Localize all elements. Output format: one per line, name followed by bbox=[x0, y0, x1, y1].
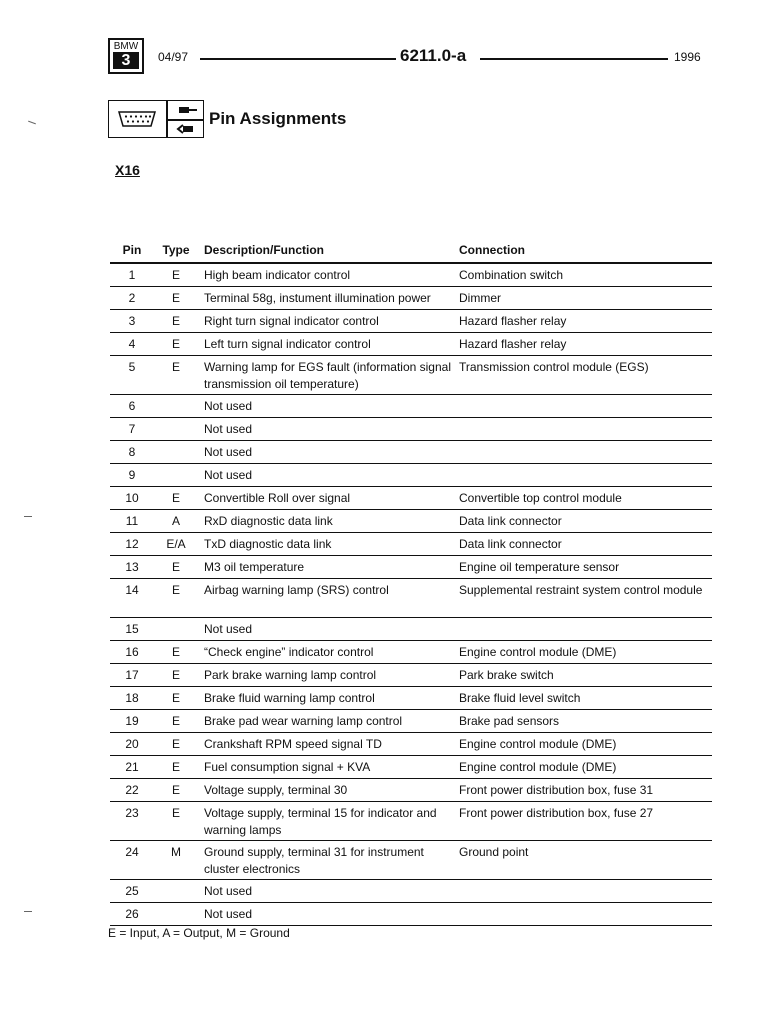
description-cell: Not used bbox=[204, 884, 253, 898]
connection-cell: Hazard flasher relay bbox=[459, 337, 567, 351]
table-row bbox=[110, 710, 712, 733]
header-year: 1996 bbox=[674, 50, 701, 64]
table-row bbox=[110, 333, 712, 356]
table-row bbox=[110, 618, 712, 641]
document-number: 6211.0-a bbox=[400, 46, 467, 65]
table-row bbox=[110, 264, 712, 287]
type-cell: E bbox=[171, 560, 180, 574]
description-cell: Convertible Roll over signal bbox=[204, 491, 351, 505]
pin-cell: 15 bbox=[125, 622, 139, 636]
description-cell: TxD diagnostic data link bbox=[204, 537, 332, 551]
type-cell: E bbox=[171, 583, 180, 597]
pin-cell: 11 bbox=[125, 514, 139, 528]
col-type-header: Type bbox=[162, 243, 190, 257]
pin-cell: 17 bbox=[125, 668, 139, 682]
connector-pinout-icon bbox=[108, 100, 204, 138]
pin-cell: 18 bbox=[125, 691, 139, 705]
description-cell: Left turn signal indicator control bbox=[204, 337, 371, 351]
pin-cell: 1 bbox=[128, 268, 136, 282]
connection-cell: Park brake switch bbox=[459, 668, 554, 682]
table-row bbox=[110, 903, 712, 926]
type-cell: E bbox=[171, 737, 180, 751]
section-heading bbox=[108, 100, 508, 140]
table-row bbox=[110, 579, 712, 618]
description-cell: Not used bbox=[204, 468, 253, 482]
description-cell: High beam indicator control bbox=[204, 268, 351, 282]
pin-cell: 9 bbox=[128, 468, 136, 482]
description-cell: Right turn signal indicator control bbox=[204, 314, 379, 328]
description-cell: Not used bbox=[204, 622, 253, 636]
type-cell: E/A bbox=[166, 537, 186, 551]
description-cell: Airbag warning lamp (SRS) control bbox=[204, 583, 389, 597]
type-cell: E bbox=[171, 806, 180, 820]
description-cell: Not used bbox=[204, 907, 253, 921]
table-row bbox=[110, 641, 712, 664]
pin-cell: 13 bbox=[125, 560, 139, 574]
pin-male-icon bbox=[169, 102, 203, 118]
margin-mark bbox=[28, 121, 36, 125]
connection-cell: Ground point bbox=[459, 845, 529, 859]
table-row bbox=[110, 664, 712, 687]
description-cell: Crankshaft RPM speed signal TD bbox=[204, 737, 382, 751]
pin-cell: 5 bbox=[128, 360, 136, 374]
page-header bbox=[108, 38, 708, 76]
connection-cell: Dimmer bbox=[459, 291, 501, 305]
connection-cell: Convertible top control module bbox=[459, 491, 622, 505]
description-cell: Brake fluid warning lamp control bbox=[204, 691, 375, 705]
pin-cell: 16 bbox=[125, 645, 139, 659]
type-cell: E bbox=[171, 668, 180, 682]
table-row bbox=[110, 464, 712, 487]
pin-cell: 20 bbox=[125, 737, 139, 751]
description-cell: Brake pad wear warning lamp control bbox=[204, 714, 403, 728]
type-cell: E bbox=[171, 783, 180, 797]
pin-cell: 10 bbox=[125, 491, 139, 505]
connection-cell: Front power distribution box, fuse 31 bbox=[459, 783, 654, 797]
description-cell: Park brake warning lamp control bbox=[204, 668, 377, 682]
connection-cell: Hazard flasher relay bbox=[459, 314, 567, 328]
pin-cell: 19 bbox=[125, 714, 139, 728]
pin-cell: 12 bbox=[125, 537, 139, 551]
table-row bbox=[110, 418, 712, 441]
table-row bbox=[110, 880, 712, 903]
type-cell: E bbox=[171, 268, 180, 282]
connection-cell: Brake pad sensors bbox=[459, 714, 560, 728]
pin-cell: 22 bbox=[125, 783, 139, 797]
connection-cell: Engine control module (DME) bbox=[459, 760, 617, 774]
col-pin-header: Pin bbox=[122, 243, 142, 257]
header-rule-left bbox=[200, 58, 396, 60]
connection-cell: Data link connector bbox=[459, 537, 562, 551]
margin-mark bbox=[24, 911, 32, 912]
connection-cell: Data link connector bbox=[459, 514, 562, 528]
margin-mark bbox=[24, 516, 32, 517]
table-row bbox=[110, 287, 712, 310]
section-title: Pin Assignments bbox=[209, 109, 347, 128]
connection-cell: Engine control module (DME) bbox=[459, 737, 617, 751]
table-row bbox=[110, 487, 712, 510]
logo-number: 3 bbox=[113, 52, 139, 69]
connection-cell: Engine control module (DME) bbox=[459, 645, 617, 659]
type-cell: E bbox=[171, 645, 180, 659]
pin-female-icon bbox=[169, 121, 203, 137]
description-cell: Not used bbox=[204, 445, 253, 459]
connection-cell: Combination switch bbox=[459, 268, 564, 282]
type-cell: E bbox=[171, 691, 180, 705]
description-cell: Terminal 58g, instument illumination power bbox=[204, 291, 431, 305]
description-cell: Warning lamp for EGS fault (information signal transmission oil temperature) bbox=[204, 360, 451, 391]
pin-cell: 23 bbox=[125, 806, 139, 820]
connection-cell: Supplemental restraint system control module bbox=[459, 583, 703, 597]
description-cell: Voltage supply, terminal 15 for indicator and warning lamps bbox=[204, 806, 437, 837]
header-date: 04/97 bbox=[158, 50, 189, 64]
type-cell: E bbox=[171, 314, 180, 328]
connection-cell: Front power distribution box, fuse 27 bbox=[459, 806, 654, 820]
type-legend: E = Input, A = Output, M = Ground bbox=[108, 926, 290, 940]
table-row bbox=[110, 441, 712, 464]
description-cell: M3 oil temperature bbox=[204, 560, 305, 574]
logo-text: BMW bbox=[113, 41, 139, 52]
pin-cell: 21 bbox=[125, 760, 139, 774]
connector-plug-icon bbox=[109, 101, 165, 137]
table-row bbox=[110, 756, 712, 779]
pin-cell: 3 bbox=[128, 314, 136, 328]
pin-cell: 2 bbox=[128, 291, 136, 305]
description-cell: Ground supply, terminal 31 for instrument cluster electronics bbox=[204, 845, 424, 876]
pin-cell: 7 bbox=[128, 422, 136, 436]
type-cell: M bbox=[171, 845, 181, 859]
description-cell: Not used bbox=[204, 422, 253, 436]
pin-assignment-table bbox=[110, 240, 712, 926]
table-row bbox=[110, 802, 712, 841]
type-cell: E bbox=[171, 291, 180, 305]
table-row bbox=[110, 395, 712, 418]
connector-id: X16 bbox=[115, 162, 140, 178]
type-cell: E bbox=[171, 360, 180, 374]
type-cell: E bbox=[171, 714, 180, 728]
pin-cell: 4 bbox=[128, 337, 136, 351]
pin-cell: 8 bbox=[128, 445, 136, 459]
table-body bbox=[110, 264, 712, 926]
type-cell: E bbox=[171, 491, 180, 505]
type-cell: E bbox=[171, 760, 180, 774]
header-rule-right bbox=[480, 58, 668, 60]
table-row bbox=[110, 356, 712, 395]
description-cell: RxD diagnostic data link bbox=[204, 514, 333, 528]
description-cell: Not used bbox=[204, 399, 253, 413]
table-row bbox=[110, 687, 712, 710]
type-cell: E bbox=[171, 337, 180, 351]
table-row bbox=[110, 733, 712, 756]
table-row bbox=[110, 841, 712, 880]
description-cell: Fuel consumption signal + KVA bbox=[204, 760, 371, 774]
description-cell: Voltage supply, terminal 30 bbox=[204, 783, 348, 797]
connection-cell: Brake fluid level switch bbox=[459, 691, 581, 705]
pin-cell: 6 bbox=[128, 399, 136, 413]
type-cell: A bbox=[171, 514, 180, 528]
pin-cell: 25 bbox=[125, 884, 139, 898]
table-row bbox=[110, 533, 712, 556]
bmw-3-series-logo bbox=[108, 38, 144, 74]
connection-cell: Transmission control module (EGS) bbox=[459, 360, 649, 374]
col-connection-header: Connection bbox=[459, 243, 525, 257]
table-row bbox=[110, 310, 712, 333]
table-row bbox=[110, 556, 712, 579]
pin-cell: 14 bbox=[125, 583, 139, 597]
pin-cell: 24 bbox=[125, 845, 139, 859]
table-row bbox=[110, 779, 712, 802]
table-row bbox=[110, 510, 712, 533]
table-header bbox=[110, 240, 712, 262]
pin-cell: 26 bbox=[125, 907, 139, 921]
description-cell: “Check engine” indicator control bbox=[204, 645, 374, 659]
col-description-header: Description/Function bbox=[204, 243, 324, 257]
connection-cell: Engine oil temperature sensor bbox=[459, 560, 620, 574]
